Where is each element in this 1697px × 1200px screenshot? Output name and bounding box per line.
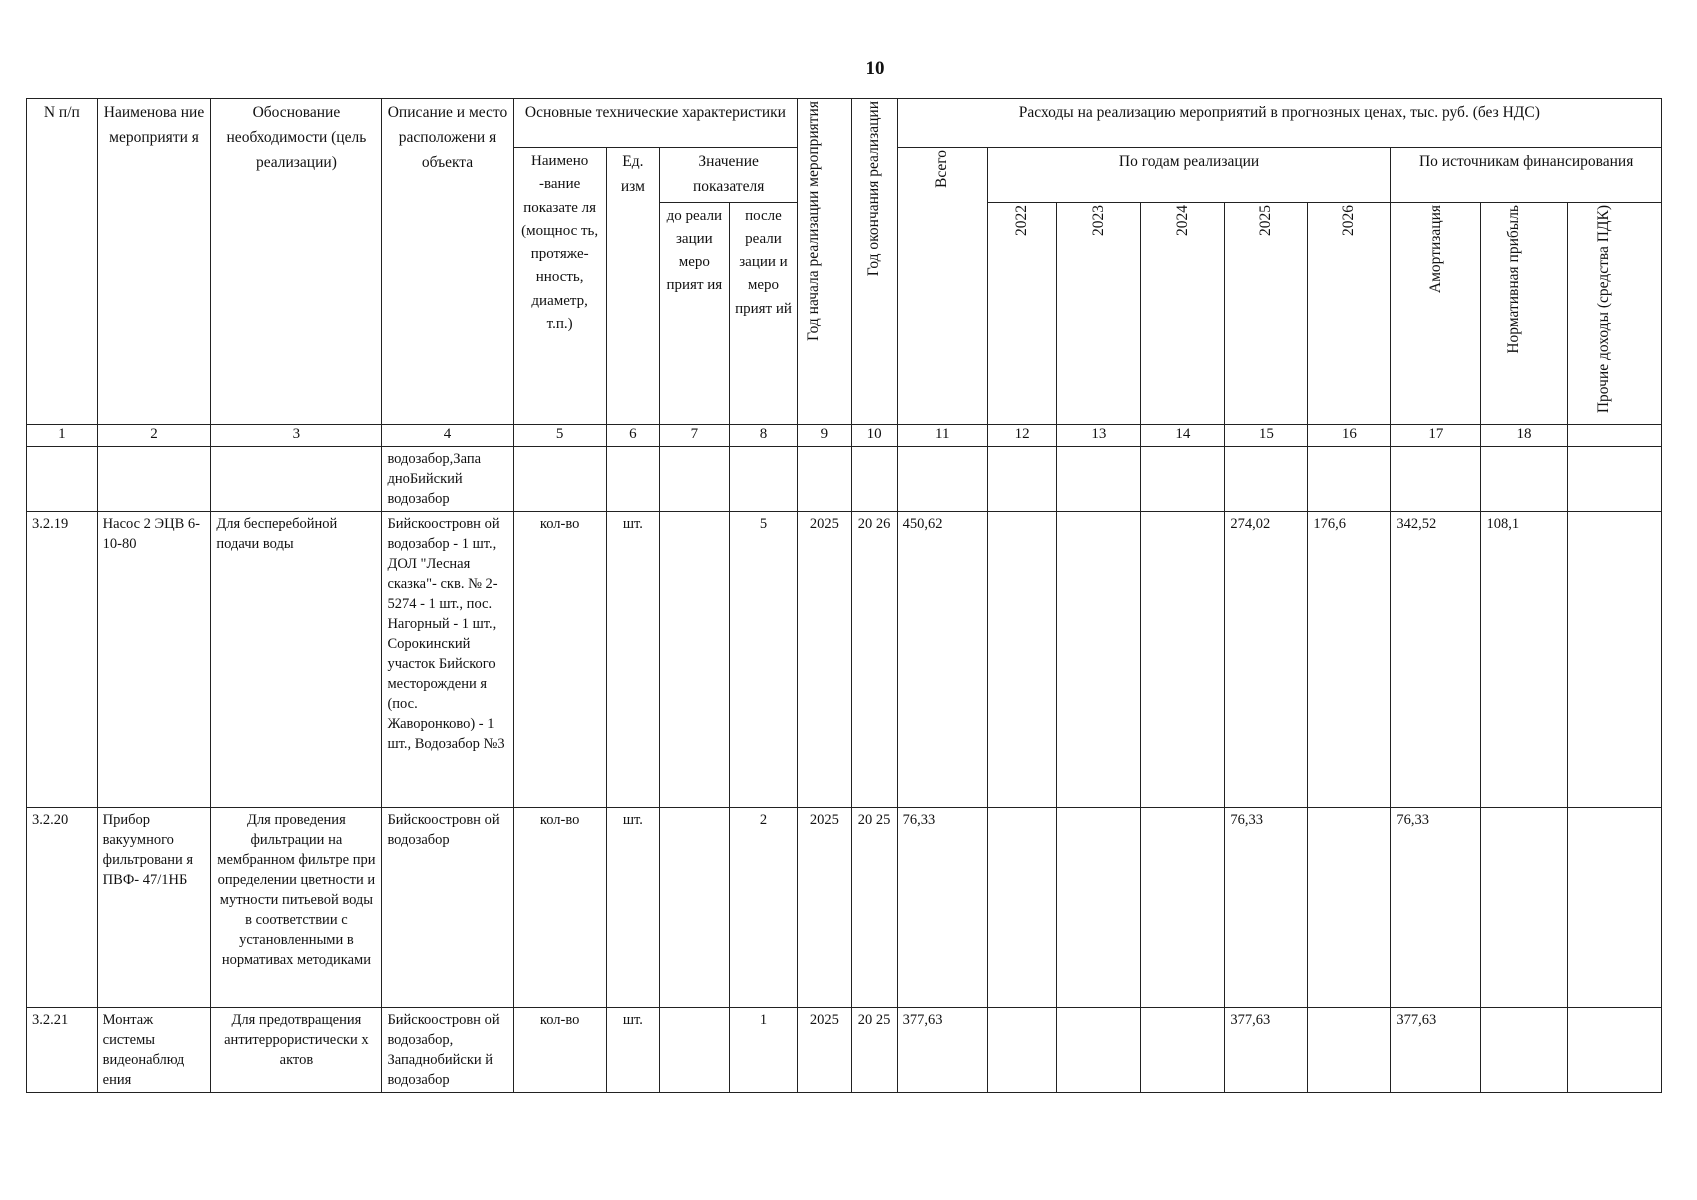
cell-other <box>1567 511 1661 807</box>
cell-2023 <box>1057 511 1141 807</box>
header-total-label: Всего <box>933 150 951 189</box>
page-number: 10 <box>865 58 885 79</box>
header-2025-label: 2025 <box>1257 204 1275 236</box>
header-amortization <box>1391 202 1481 424</box>
cell-year-end <box>851 446 897 511</box>
column-number: 18 <box>1481 424 1567 446</box>
cell-year-end: 20 25 <box>851 1007 897 1092</box>
cell-after: 2 <box>729 807 798 1007</box>
cell-name: Монтаж системы видеонаблюд ения <box>97 1007 211 1092</box>
header-by-sources: По источникам финансирования <box>1391 148 1662 203</box>
column-number: 8 <box>729 424 798 446</box>
header-unit: Ед. изм <box>606 148 659 425</box>
header-2026 <box>1308 202 1391 424</box>
header-by-years: По годам реализации <box>987 148 1391 203</box>
cell-2025: 377,63 <box>1225 1007 1308 1092</box>
cell-total: 76,33 <box>897 807 987 1007</box>
cell-indicator: кол-во <box>513 807 606 1007</box>
cell-before <box>660 807 730 1007</box>
cell-unit: шт. <box>606 511 659 807</box>
cell-2024 <box>1141 1007 1225 1092</box>
cell-other <box>1567 807 1661 1007</box>
cell-2022 <box>987 511 1057 807</box>
cell-num: 3.2.19 <box>27 511 98 807</box>
column-number: 1 <box>27 424 98 446</box>
cell-after: 1 <box>729 1007 798 1092</box>
header-amortization-label: Амортизация <box>1426 204 1444 293</box>
cell-profit <box>1481 807 1567 1007</box>
cell-before <box>660 1007 730 1092</box>
cell-other <box>1567 446 1661 511</box>
cell-num: 3.2.21 <box>27 1007 98 1092</box>
cell-name: Прибор вакуумного фильтровани я ПВФ- 47/1НБ <box>97 807 211 1007</box>
header-normative-profit <box>1481 202 1567 424</box>
column-number: 5 <box>513 424 606 446</box>
header-other-income <box>1567 202 1661 424</box>
cell-year-start <box>798 446 851 511</box>
header-2023 <box>1057 202 1141 424</box>
header-year-start-label: Год начала реализации мероприятия <box>805 101 823 342</box>
column-number: 9 <box>798 424 851 446</box>
table-row <box>27 511 1662 807</box>
column-number: 14 <box>1141 424 1225 446</box>
header-2022-label: 2022 <box>1013 204 1031 236</box>
cell-amortization: 76,33 <box>1391 807 1481 1007</box>
cell-2026 <box>1308 1007 1391 1092</box>
cell-profit: 108,1 <box>1481 511 1567 807</box>
cell-name <box>97 446 211 511</box>
cell-year-start: 2025 <box>798 807 851 1007</box>
column-number: 10 <box>851 424 897 446</box>
cell-profit <box>1481 1007 1567 1092</box>
cell-2026 <box>1308 807 1391 1007</box>
table-row <box>27 1007 1662 1092</box>
cell-total <box>897 446 987 511</box>
column-number: 2 <box>97 424 211 446</box>
header-2023-label: 2023 <box>1089 204 1107 236</box>
cell-description: Бийскоостровн ой водозабор - 1 шт., ДОЛ "Лесная сказка"- скв. № 2-5274 - 1 шт., пос. Нагорный - 1 шт., Сорокинский участок Бийского месторождени я (пос. Жаворонково) - 1 шт., Водозабор №3 <box>382 511 513 807</box>
cell-after <box>729 446 798 511</box>
cell-description: водозабор,Запа дноБийский водозабор <box>382 446 513 511</box>
cell-2024 <box>1141 446 1225 511</box>
header-num: N п/п <box>27 99 98 425</box>
cell-total: 450,62 <box>897 511 987 807</box>
cell-amortization: 342,52 <box>1391 511 1481 807</box>
cell-description: Бийскоостровн ой водозабор, Западнобийски й водозабор <box>382 1007 513 1092</box>
header-2026-label: 2026 <box>1340 204 1358 236</box>
header-year-end-label: Год окончания реализации <box>865 101 883 277</box>
header-indicator-value: Значение показателя <box>660 148 798 203</box>
cell-justification: Для проведения фильтрации на мембранном фильтре при определении цветности и мутности питьевой воды в соответствии с установленными в нормативах методиками <box>211 807 382 1007</box>
header-before: до реали зации меро прият ия <box>660 202 730 424</box>
header-description: Описание и место расположени я объекта <box>382 99 513 425</box>
cell-before <box>660 511 730 807</box>
cell-amortization <box>1391 446 1481 511</box>
cell-amortization: 377,63 <box>1391 1007 1481 1092</box>
column-number: 6 <box>606 424 659 446</box>
column-number: 4 <box>382 424 513 446</box>
header-expenses: Расходы на реализацию мероприятий в прогнозных ценах, тыс. руб. (без НДС) <box>897 99 1661 148</box>
cell-description: Бийскоостровн ой водозабор <box>382 807 513 1007</box>
cell-justification: Для бесперебойной подачи воды <box>211 511 382 807</box>
header-year-start <box>798 99 851 425</box>
header-name: Наименова ние мероприяти я <box>97 99 211 425</box>
column-number: 7 <box>660 424 730 446</box>
cell-2024 <box>1141 511 1225 807</box>
cell-justification: Для предотвращения антитеррористически х актов <box>211 1007 382 1092</box>
cell-before <box>660 446 730 511</box>
header-2025 <box>1225 202 1308 424</box>
column-number: 12 <box>987 424 1057 446</box>
header-year-end <box>851 99 897 425</box>
cell-num <box>27 446 98 511</box>
header-justification: Обоснование необходимости (цель реализации) <box>211 99 382 425</box>
cell-2026 <box>1308 446 1391 511</box>
column-number <box>1567 424 1661 446</box>
cell-total: 377,63 <box>897 1007 987 1092</box>
cell-indicator: кол-во <box>513 511 606 807</box>
header-2022 <box>987 202 1057 424</box>
cell-after: 5 <box>729 511 798 807</box>
table-row <box>27 807 1662 1007</box>
cell-unit <box>606 446 659 511</box>
cell-unit: шт. <box>606 807 659 1007</box>
cell-2026: 176,6 <box>1308 511 1391 807</box>
cell-unit: шт. <box>606 1007 659 1092</box>
header-2024 <box>1141 202 1225 424</box>
cell-2023 <box>1057 446 1141 511</box>
column-number: 11 <box>897 424 987 446</box>
cell-2025: 274,02 <box>1225 511 1308 807</box>
investment-program-table <box>26 98 1662 1093</box>
cell-2022 <box>987 807 1057 1007</box>
header-total <box>897 148 987 425</box>
cell-2025: 76,33 <box>1225 807 1308 1007</box>
cell-2023 <box>1057 807 1141 1007</box>
cell-profit <box>1481 446 1567 511</box>
header-indicator-name: Наимено -вание показате ля (мощнос ть, протяже- нность, диаметр, т.п.) <box>513 148 606 425</box>
cell-year-end: 20 25 <box>851 807 897 1007</box>
column-number: 15 <box>1225 424 1308 446</box>
cell-other <box>1567 1007 1661 1092</box>
header-2024-label: 2024 <box>1173 204 1191 236</box>
column-number: 13 <box>1057 424 1141 446</box>
cell-year-start: 2025 <box>798 1007 851 1092</box>
cell-indicator <box>513 446 606 511</box>
cell-2023 <box>1057 1007 1141 1092</box>
column-number: 3 <box>211 424 382 446</box>
column-number: 17 <box>1391 424 1481 446</box>
header-other-income-label: Прочие доходы (средства ПДК) <box>1595 204 1613 413</box>
header-normative-profit-label: Нормативная прибыль <box>1505 204 1522 354</box>
cell-indicator: кол-во <box>513 1007 606 1092</box>
cell-name: Насос 2 ЭЦВ 6-10-80 <box>97 511 211 807</box>
column-number: 16 <box>1308 424 1391 446</box>
cell-2024 <box>1141 807 1225 1007</box>
table-row <box>27 446 1662 511</box>
cell-num: 3.2.20 <box>27 807 98 1007</box>
header-after: после реали зации и меро прият ий <box>729 202 798 424</box>
cell-year-end: 20 26 <box>851 511 897 807</box>
cell-year-start: 2025 <box>798 511 851 807</box>
cell-justification <box>211 446 382 511</box>
cell-2022 <box>987 1007 1057 1092</box>
cell-2025 <box>1225 446 1308 511</box>
cell-2022 <box>987 446 1057 511</box>
header-tech: Основные технические характеристики <box>513 99 798 148</box>
